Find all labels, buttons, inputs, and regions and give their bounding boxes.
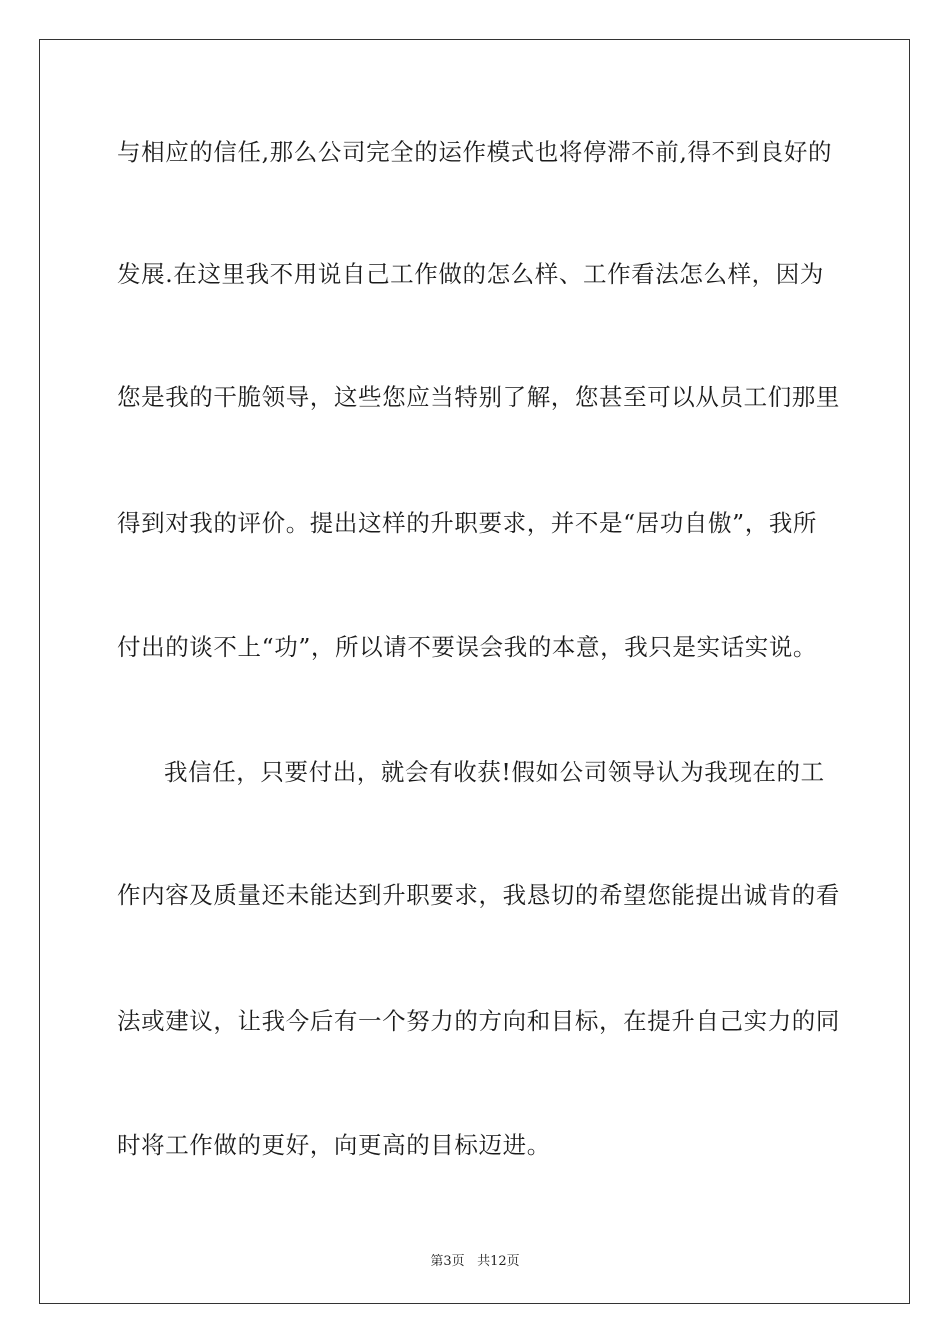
text-line-2: 发展.在这里我不用说自己工作做的怎么样、工作看法怎么样，因为 bbox=[117, 260, 824, 288]
text-line-7: 作内容及质量还未能达到升职要求，我恳切的希望您能提出诚肯的看 bbox=[117, 881, 840, 909]
page-total: 共12页 bbox=[477, 1254, 520, 1269]
text-line-3: 您是我的干脆领导，这些您应当特别了解，您甚至可以从员工们那里 bbox=[117, 383, 840, 411]
text-line-1: 与相应的信任,那么公司完全的运作模式也将停滞不前,得不到良好的 bbox=[117, 138, 833, 166]
page-footer bbox=[0, 1250, 950, 1269]
page-border bbox=[39, 39, 910, 1304]
text-line-5: 付出的谈不上“功”，所以请不要误会我的本意，我只是实话实说。 bbox=[117, 633, 818, 661]
text-line-8: 法或建议，让我今后有一个努力的方向和目标，在提升自己实力的同 bbox=[117, 1007, 840, 1035]
text-line-6: 我信任，只要付出，就会有收获!假如公司领导认为我现在的工 bbox=[164, 758, 825, 786]
page-number: 第3页 bbox=[430, 1254, 465, 1269]
text-line-9: 时将工作做的更好，向更高的目标迈进。 bbox=[117, 1131, 551, 1159]
text-line-4: 得到对我的评价。提出这样的升职要求，并不是“居功自傲”，我所 bbox=[117, 509, 818, 537]
